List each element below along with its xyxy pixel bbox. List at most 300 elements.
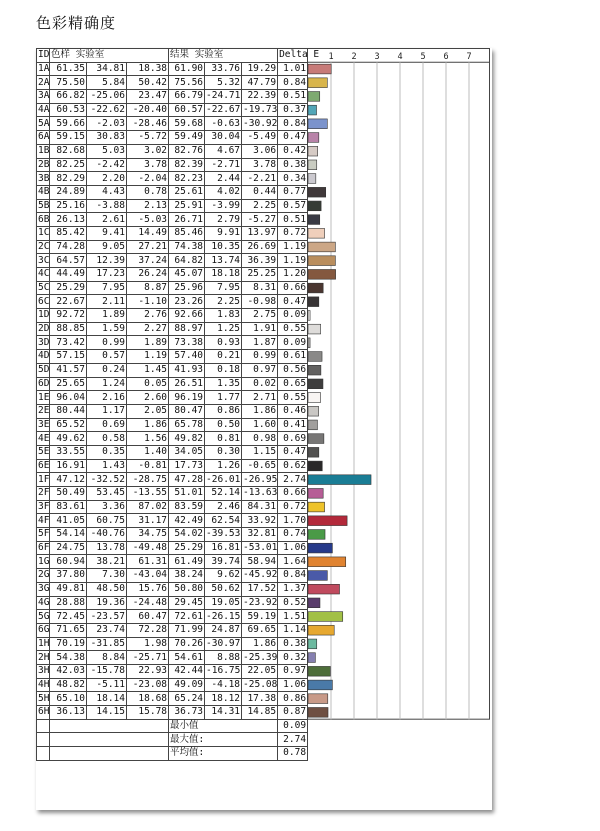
bar (308, 160, 317, 170)
sample-value: 1.56 (127, 432, 169, 446)
sample-value: 28.88 (50, 596, 87, 610)
summary-label: 最小值 (169, 719, 278, 733)
table-row (37, 445, 308, 459)
row-id: 4E (38, 432, 50, 444)
result-value: -0.98 (242, 295, 278, 309)
sample-value: 42.03 (50, 664, 87, 678)
sample-value: 2.13 (127, 199, 169, 213)
result-value: 0.50 (205, 418, 242, 432)
delta-e-value: 0.55 (278, 391, 308, 405)
sample-value: 2.76 (127, 309, 169, 323)
delta-e-value: 0.66 (278, 487, 308, 501)
bar (308, 625, 334, 635)
table-row (37, 62, 308, 76)
sample-value: 22.67 (50, 295, 87, 309)
tick-label: 2 (351, 52, 357, 63)
row-id: 5H (38, 692, 50, 704)
bar (308, 666, 330, 676)
result-value: 2.75 (242, 309, 278, 323)
result-value: 71.99 (169, 623, 205, 637)
sample-value: 2.27 (127, 322, 169, 336)
sample-value: 82.29 (50, 172, 87, 186)
sample-value: 85.42 (50, 226, 87, 240)
sample-value: 44.49 (50, 268, 87, 282)
result-value: -22.67 (206, 104, 241, 116)
result-value: 10.35 (205, 240, 242, 254)
sample-value: 47.12 (50, 473, 87, 487)
sample-value: 2.20 (87, 172, 127, 186)
sample-value: 1.89 (87, 309, 127, 323)
table-row (37, 610, 308, 624)
bar (308, 571, 327, 581)
result-value: 83.59 (169, 500, 205, 514)
result-value: 41.93 (169, 363, 205, 377)
row-id: 4F (38, 514, 50, 526)
result-value: 26.69 (242, 240, 278, 254)
sample-value: -2.04 (127, 172, 169, 186)
row-id: 5C (38, 282, 50, 294)
result-value: 54.61 (169, 651, 205, 665)
result-value: 13.74 (205, 254, 242, 268)
sample-value: 92.72 (50, 309, 87, 323)
result-value: 61.49 (169, 555, 205, 569)
color-accuracy-sheet (36, 48, 492, 810)
sample-value: 13.78 (87, 541, 127, 555)
delta-e-value: 0.47 (278, 131, 308, 145)
result-value: 16.81 (205, 541, 242, 555)
row-id: 1H (38, 637, 50, 649)
row-id: 3D (38, 336, 50, 348)
result-value: 50.80 (169, 582, 205, 596)
sample-value: 18.14 (87, 692, 127, 706)
sample-value: 1.98 (127, 637, 169, 651)
sample-value: -1.10 (127, 295, 169, 309)
row-id: 4H (38, 678, 50, 690)
sample-value: 14.15 (87, 706, 127, 720)
table-row (37, 172, 308, 186)
delta-e-value: 1.14 (278, 623, 308, 637)
sample-value: 17.23 (87, 268, 127, 282)
result-value: 29.45 (169, 596, 205, 610)
row-id: 4A (38, 104, 50, 116)
result-value: 4.02 (205, 185, 242, 199)
sample-value: 1.19 (127, 350, 169, 364)
result-value: 1.35 (205, 377, 242, 391)
table-row (37, 555, 308, 569)
row-id: 6F (38, 542, 50, 554)
result-value: 54.02 (169, 528, 205, 542)
result-value: -13.63 (243, 487, 278, 499)
sample-value: 1.45 (127, 363, 169, 377)
sample-value: -40.76 (87, 528, 127, 542)
result-value: 62.54 (205, 514, 242, 528)
sample-value: -0.81 (127, 459, 169, 473)
table-row (37, 131, 308, 145)
bar (308, 420, 317, 430)
table-row (37, 295, 308, 309)
sample-value: 59.66 (50, 117, 87, 131)
row-id: 3B (38, 172, 50, 184)
sample-value: 2.05 (127, 404, 169, 418)
sample-value: 73.42 (50, 336, 87, 350)
bar (308, 708, 328, 718)
result-value: 1.83 (205, 309, 242, 323)
sample-value: 82.68 (50, 144, 87, 158)
sample-value: 24.75 (50, 541, 87, 555)
bar (308, 639, 317, 649)
table-row (37, 651, 308, 665)
row-id: 3H (38, 665, 50, 677)
sample-value: 38.21 (87, 555, 127, 569)
table-row (37, 363, 308, 377)
sample-value: 3.78 (127, 158, 169, 172)
delta-e-value: 0.66 (278, 281, 308, 295)
result-value: 33.76 (205, 62, 242, 76)
sample-value: -5.72 (127, 131, 169, 145)
result-value: 25.25 (242, 268, 278, 282)
result-value: 61.90 (169, 62, 205, 76)
delta-e-value: 0.46 (278, 404, 308, 418)
sample-value: 74.28 (50, 240, 87, 254)
bar (308, 311, 310, 321)
result-value: 1.91 (242, 322, 278, 336)
sample-value: 8.84 (87, 651, 127, 665)
result-value: 25.61 (169, 185, 205, 199)
sample-value: -25.06 (87, 90, 127, 104)
bar (308, 187, 326, 197)
result-value: 17.52 (242, 582, 278, 596)
table-row (37, 76, 308, 90)
row-id: 1B (38, 145, 50, 157)
sample-value: 50.49 (50, 487, 87, 501)
result-value: -0.63 (205, 117, 242, 131)
row-id: 1A (38, 63, 50, 75)
result-value: -26.01 (206, 473, 241, 485)
sample-value: 87.02 (127, 500, 169, 514)
result-value: 2.25 (242, 199, 278, 213)
sample-value: 0.57 (87, 350, 127, 364)
table-row (37, 226, 308, 240)
sample-value: 57.15 (50, 350, 87, 364)
delta-e-value: 0.56 (278, 363, 308, 377)
delta-e-value: 0.09 (278, 309, 308, 323)
result-value: 47.28 (169, 473, 205, 487)
bar (308, 557, 346, 567)
result-value: 9.62 (205, 569, 242, 583)
row-id: 1C (38, 227, 50, 239)
tick-label: 7 (466, 52, 472, 63)
result-value: 96.19 (169, 391, 205, 405)
result-value: 36.73 (169, 706, 205, 720)
row-id: 4C (38, 268, 50, 280)
row-id: 6A (38, 131, 50, 143)
result-value: -39.53 (206, 528, 241, 540)
result-value: 74.38 (169, 240, 205, 254)
result-value: 25.96 (169, 281, 205, 295)
sample-value: 60.94 (50, 555, 87, 569)
delta-e-value: 0.84 (278, 569, 308, 583)
row-id: 4B (38, 186, 50, 198)
sample-value: 16.91 (50, 459, 87, 473)
bar (308, 324, 321, 334)
result-value: 65.24 (169, 692, 205, 706)
sample-value: -32.52 (87, 473, 127, 487)
sample-value: -5.11 (87, 678, 127, 692)
sample-value: 54.38 (50, 651, 87, 665)
result-value: 17.38 (242, 692, 278, 706)
tick-label: 1 (328, 52, 334, 63)
table-row (37, 528, 308, 542)
result-value: 75.56 (169, 76, 205, 90)
result-value: 82.76 (169, 144, 205, 158)
result-value: 1.60 (242, 418, 278, 432)
result-value: 59.68 (169, 117, 205, 131)
bar (308, 297, 319, 307)
result-value: 50.62 (205, 582, 242, 596)
bar (308, 447, 319, 457)
delta-e-value: 0.62 (278, 459, 308, 473)
sample-value: -2.42 (87, 158, 127, 172)
sample-value: 3.36 (87, 500, 127, 514)
row-id: 4D (38, 350, 50, 362)
sample-value: 1.43 (87, 459, 127, 473)
table-row (37, 322, 308, 336)
result-value: 0.86 (205, 404, 242, 418)
result-value: 59.19 (242, 610, 278, 624)
result-value: 1.86 (242, 637, 278, 651)
bar (308, 78, 327, 88)
sample-value: 34.81 (87, 62, 127, 76)
table-row (37, 90, 308, 104)
bar (308, 653, 315, 663)
result-value: 0.81 (205, 432, 242, 446)
sample-value: 15.76 (127, 582, 169, 596)
result-value: 5.32 (205, 76, 242, 90)
sample-value: 2.11 (87, 295, 127, 309)
result-value: 1.86 (242, 404, 278, 418)
result-value: 88.97 (169, 322, 205, 336)
result-value: 14.31 (205, 706, 242, 720)
row-id: 5A (38, 117, 50, 129)
sample-value: 61.35 (50, 62, 87, 76)
result-value: 1.25 (205, 322, 242, 336)
row-id: 5B (38, 199, 50, 211)
result-value: -26.15 (206, 610, 241, 622)
sample-value: -20.40 (127, 103, 169, 117)
blank-cell (37, 733, 50, 747)
row-id: 3C (38, 254, 50, 266)
result-value: 45.07 (169, 268, 205, 282)
tick-label: 6 (443, 52, 449, 63)
delta-e-value: 0.37 (278, 103, 308, 117)
result-value: 80.47 (169, 404, 205, 418)
row-id: 3G (38, 583, 50, 595)
bar (308, 461, 322, 471)
sample-value: 26.24 (127, 268, 169, 282)
result-value: 25.29 (169, 541, 205, 555)
summary-value: 2.74 (278, 733, 308, 747)
result-value: 8.88 (205, 651, 242, 665)
summary-label: 最大值: (169, 733, 278, 747)
result-value: 26.51 (169, 377, 205, 391)
result-value: 23.26 (169, 295, 205, 309)
tick-label: 5 (420, 52, 426, 63)
bar (308, 694, 328, 704)
bar (308, 201, 321, 211)
sample-value: 60.47 (127, 610, 169, 624)
table-row (37, 623, 308, 637)
sample-value: 66.82 (50, 90, 87, 104)
sample-value: 18.68 (127, 692, 169, 706)
sample-value: 75.50 (50, 76, 87, 90)
row-id: 1G (38, 555, 50, 567)
delta-e-value: 1.64 (278, 555, 308, 569)
table-row (37, 692, 308, 706)
blank-cell (50, 733, 169, 747)
result-value: 66.79 (169, 90, 205, 104)
sample-value: 0.05 (127, 377, 169, 391)
table-row (37, 541, 308, 555)
delta-e-value: 0.47 (278, 295, 308, 309)
bar (308, 64, 331, 74)
tick-label: 4 (397, 52, 403, 63)
table-row (37, 254, 308, 268)
delta-e-value: 0.84 (278, 117, 308, 131)
row-id: 5E (38, 446, 50, 458)
result-value: 0.99 (242, 350, 278, 364)
bar (308, 612, 343, 622)
delta-e-value: 0.69 (278, 432, 308, 446)
sample-value: 80.44 (50, 404, 87, 418)
sample-value: 36.13 (50, 706, 87, 720)
result-value: 47.79 (242, 76, 278, 90)
table-row (37, 213, 308, 227)
sample-value: 14.49 (127, 226, 169, 240)
delta-e-value: 1.51 (278, 610, 308, 624)
sample-value: -3.88 (87, 199, 127, 213)
sample-value: 0.99 (87, 336, 127, 350)
sample-value: 41.57 (50, 363, 87, 377)
result-value: 22.39 (242, 90, 278, 104)
sample-value: 1.86 (127, 418, 169, 432)
result-value: -30.92 (243, 117, 278, 129)
table-row (37, 391, 308, 405)
result-value: 39.74 (205, 555, 242, 569)
sample-value: 82.25 (50, 158, 87, 172)
bar (308, 406, 319, 416)
summary-label: 平均值: (169, 747, 278, 761)
sample-value: 25.65 (50, 377, 87, 391)
table-row (37, 336, 308, 350)
result-value: 92.66 (169, 309, 205, 323)
table-row (37, 514, 308, 528)
row-id: 3F (38, 501, 50, 513)
result-value: 58.94 (242, 555, 278, 569)
sample-value: 60.53 (50, 103, 87, 117)
result-value: -2.71 (205, 158, 242, 172)
delta-e-value: 0.61 (278, 350, 308, 364)
row-id: 2G (38, 569, 50, 581)
sample-value: -23.08 (127, 678, 169, 692)
result-value: -23.92 (243, 596, 278, 608)
result-value: 57.40 (169, 350, 205, 364)
table-row (37, 678, 308, 692)
result-value: 9.91 (205, 226, 242, 240)
header-row (37, 49, 308, 63)
result-value: 72.61 (169, 610, 205, 624)
delta-e-value: 0.51 (278, 213, 308, 227)
sample-value: 18.38 (127, 62, 169, 76)
result-value: 22.05 (242, 664, 278, 678)
bar (308, 379, 323, 389)
result-value: 2.79 (205, 213, 242, 227)
sample-value: 0.35 (87, 445, 127, 459)
bar (308, 530, 325, 540)
sample-value: 3.02 (127, 144, 169, 158)
bar (308, 598, 320, 608)
delta-e-value: 0.42 (278, 144, 308, 158)
result-value: 26.71 (169, 213, 205, 227)
result-value: 0.30 (205, 445, 242, 459)
table-row (37, 144, 308, 158)
table-row (37, 418, 308, 432)
sample-value: -13.55 (127, 487, 169, 501)
sample-value: 9.05 (87, 240, 127, 254)
result-value: 3.06 (242, 144, 278, 158)
sample-value: 8.87 (127, 281, 169, 295)
sample-value: 0.24 (87, 363, 127, 377)
delta-e-value: 1.06 (278, 678, 308, 692)
row-id: 1D (38, 309, 50, 321)
sample-value: -25.71 (127, 651, 169, 665)
result-value: 1.15 (242, 445, 278, 459)
result-value: -25.08 (243, 678, 278, 690)
result-value: 3.78 (242, 158, 278, 172)
delta-e-value: 0.34 (278, 172, 308, 186)
row-id: 3E (38, 418, 50, 430)
table-row (37, 706, 308, 720)
result-value: 38.24 (169, 569, 205, 583)
table-row (37, 377, 308, 391)
delta-e-value: 0.84 (278, 76, 308, 90)
row-id: 6E (38, 459, 50, 471)
sample-value: 2.60 (127, 391, 169, 405)
delta-e-value: 1.70 (278, 514, 308, 528)
table-row (37, 281, 308, 295)
sample-value: 12.39 (87, 254, 127, 268)
bar (308, 434, 324, 444)
sample-value: 5.03 (87, 144, 127, 158)
blank-cell (50, 719, 169, 733)
table-row (37, 473, 308, 487)
sample-value: 4.43 (87, 185, 127, 199)
table-row (37, 459, 308, 473)
result-value: 18.12 (205, 692, 242, 706)
delta-e-value: 0.97 (278, 664, 308, 678)
header-id: ID (38, 49, 50, 61)
result-value: 0.97 (242, 363, 278, 377)
sample-value: 83.61 (50, 500, 87, 514)
result-value: 36.39 (242, 254, 278, 268)
result-value: 51.01 (169, 487, 205, 501)
sample-value: 65.52 (50, 418, 87, 432)
result-value: -45.92 (243, 569, 278, 581)
result-value: 60.57 (169, 103, 205, 117)
sample-value: 31.17 (127, 514, 169, 528)
row-id: 6C (38, 295, 50, 307)
bar (308, 283, 323, 293)
sample-value: 25.16 (50, 199, 87, 213)
